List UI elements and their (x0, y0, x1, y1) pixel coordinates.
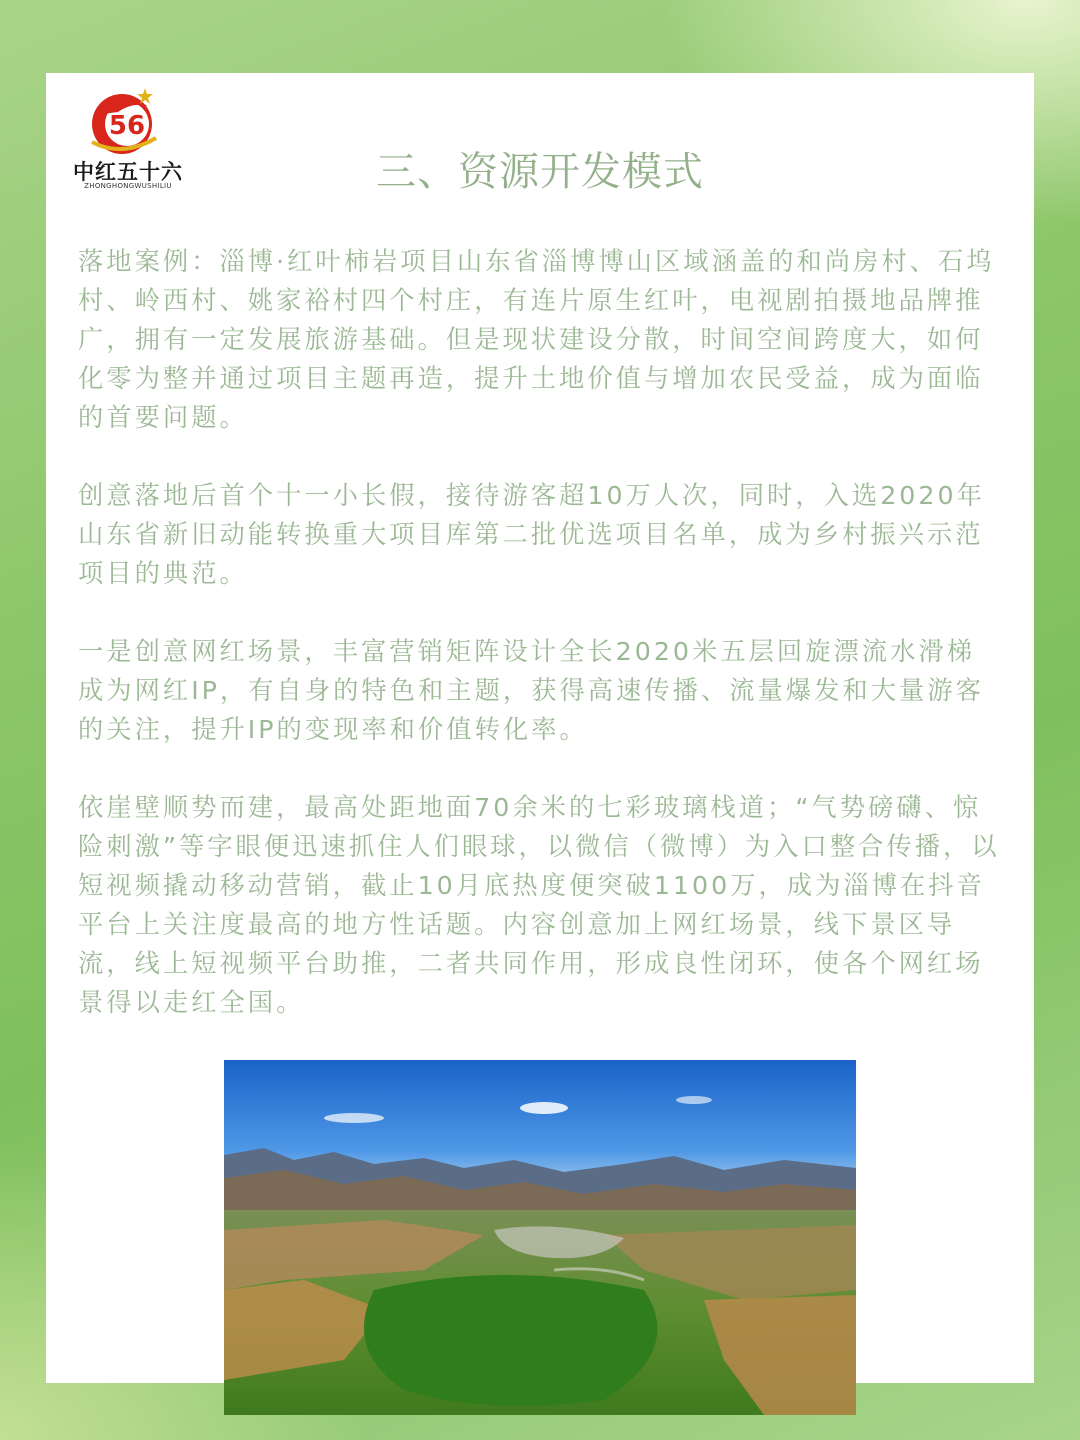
article-body (78, 242, 1003, 1061)
forest (364, 1275, 657, 1406)
paragraph-case: 落地案例：淄博·红叶柿岩项目山东省淄博博山区域涵盖的和尚房村、石坞村、岭西村、姚家裕村四个村庄，有连片原生红叶，电视剧拍摄地品牌推广，拥有一定发展旅游基础。但是现状建设分散，时间空间跨度大，如何化零为整并通过项目主题再造，提升土地价值与增加农民受益，成为面临的首要问题。 (78, 247, 995, 432)
landscape-photo (224, 1060, 856, 1415)
logo-number: 56 (108, 111, 146, 141)
paragraph-glass-walkway: 依崖壁顺势而建，最高处距地面70余米的七彩玻璃栈道；“气势磅礴、惊险刺激”等字眼便迅速抓住人们眼球，以微信（微博）为入口整合传播，以短视频撬动移动营销，截止10月底热度便突破1100万，成为淄博在抖音平台上关注度最高的地方性话题。内容创意加上网红场景，线下景区导流，线上短视频平台助推，二者共同作用，形成良性闭环，使各个网红场景得以走红全国。 (78, 793, 1000, 1017)
logo-text: 中红五十六 (73, 159, 183, 184)
logo-subtext: ZHONGHONGWUSHILIU (84, 182, 172, 190)
paragraph-results: 创意落地后首个十一小长假，接待游客超10万人次，同时，入选2020年山东省新旧动能转换重大项目库第二批优选项目名单，成为乡村振兴示范项目的典范。 (78, 481, 985, 588)
page-title: 三、资源开发模式 (376, 149, 704, 195)
paragraph-scenes: 一是创意网红场景，丰富营销矩阵设计全长2020米五层回旋漂流水滑梯成为网红IP，有自身的特色和主题，获得高速传播、流量爆发和大量游客的关注，提升IP的变现率和价值转化率。 (78, 637, 984, 744)
